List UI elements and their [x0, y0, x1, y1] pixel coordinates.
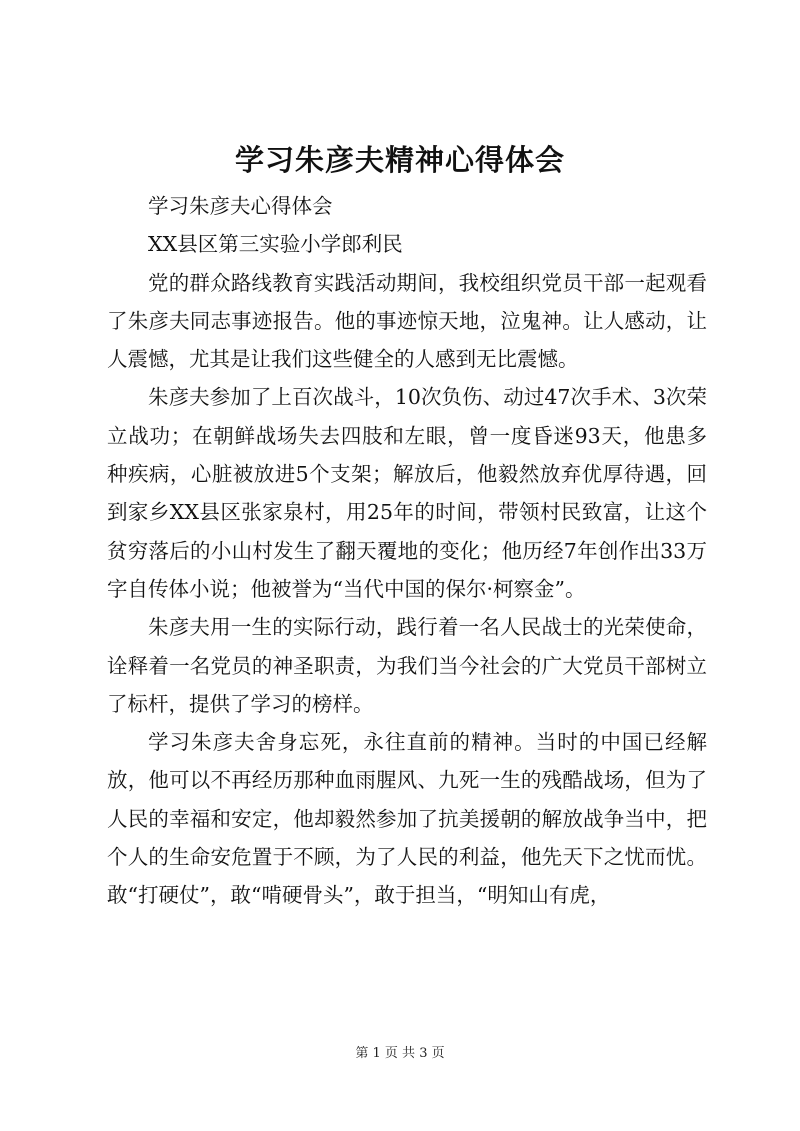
document-body	[107, 187, 707, 915]
author-paragraph: XX县区第三实验小学郎利民	[148, 232, 403, 257]
page-footer: 第 1 页 共 3 页	[355, 1046, 445, 1061]
subtitle-paragraph: 学习朱彦夫心得体会	[148, 194, 333, 218]
body-paragraph: 学习朱彦夫舍身忘死，永往直前的精神。当时的中国已经解放，他可以不再经历那种血雨腥风、九死一生的残酷战场，但为了人民的幸福和安定，他却毅然参加了抗美援朝的解放战争当中，把个人的生命安危置于不顾，为了人民的利益，他先天下之忧而忧。敢“打硬仗”，敢“啃硬骨头”，敢于担当，“明知山有虎，	[107, 730, 707, 908]
document-title: 学习朱彦夫精神心得体会	[234, 143, 565, 177]
body-paragraph: 党的群众路线教育实践活动期间，我校组织党员干部一起观看了朱彦夫同志事迹报告。他的事迹惊天地，泣鬼神。让人感动，让人震憾，尤其是让我们这些健全的人感到无比震憾。	[107, 270, 707, 372]
body-paragraph: 朱彦夫用一生的实际行动，践行着一名人民战士的光荣使命，诠释着一名党员的神圣职责，为我们当今社会的广大党员干部树立了标杆，提供了学习的榜样。	[107, 615, 707, 716]
body-paragraph: 朱彦夫参加了上百次战斗，10次负伤、动过47次手术、3次荣立战功；在朝鲜战场失去四肢和左眼，曾一度昏迷93天，他患多种疾病，心脏被放进5个支架；解放后，他毅然放弃优厚待遇，回到家乡XX县区张家泉村，用25年的时间，带领村民致富，让这个贫穷落后的小山村发生了翻天覆地的变化；他历经7年创作出33万字自传体小说；他被誉为“当代中国的保尔·柯察金”。	[107, 385, 707, 601]
